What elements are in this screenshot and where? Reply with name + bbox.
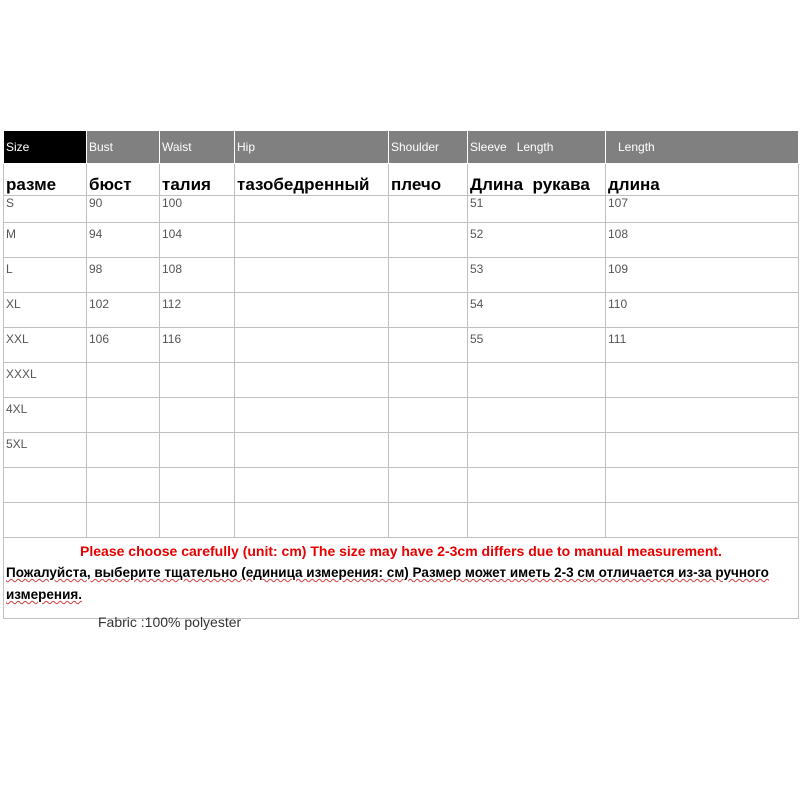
measurement-cell: 52 (468, 223, 606, 258)
fabric-info: Fabric :100% polyester (98, 614, 242, 630)
measurement-cell: 104 (160, 223, 235, 258)
header-cell: Sleeve Length (468, 131, 606, 164)
header-cell: Length (606, 131, 799, 164)
size-row (4, 433, 799, 468)
measurement-cell: 107 (606, 196, 799, 223)
measurement-cell (160, 468, 235, 503)
measurement-cell (235, 293, 389, 328)
measurement-cell: 108 (160, 258, 235, 293)
size-cell: XL (4, 293, 87, 328)
measurement-cell: 55 (468, 328, 606, 363)
measurement-cell (160, 363, 235, 398)
russian-header-cell: талия (160, 164, 235, 196)
size-cell: 4XL (4, 398, 87, 433)
size-cell: XXL (4, 328, 87, 363)
measurement-cell (389, 363, 468, 398)
size-row (4, 398, 799, 433)
measurement-cell: 109 (606, 258, 799, 293)
size-row (4, 223, 799, 258)
measurement-cell: 110 (606, 293, 799, 328)
measurement-cell (235, 363, 389, 398)
measurement-cell (468, 468, 606, 503)
measurement-cell (606, 398, 799, 433)
russian-header-cell: Длина рукава (468, 164, 606, 196)
russian-header-cell: разме (4, 164, 87, 196)
measurement-cell: 98 (87, 258, 160, 293)
measurement-cell (468, 433, 606, 468)
measurement-cell (468, 503, 606, 538)
size-chart-table (3, 130, 799, 619)
header-cell: Size (4, 131, 87, 164)
measurement-cell: 108 (606, 223, 799, 258)
note-russian-wrap (6, 562, 796, 606)
header-cell: Bust (87, 131, 160, 164)
measurement-cell: 112 (160, 293, 235, 328)
measurement-cell (160, 503, 235, 538)
measurement-cell (389, 196, 468, 223)
size-cell: 5XL (4, 433, 87, 468)
measurement-cell (606, 503, 799, 538)
size-row (4, 328, 799, 363)
size-cell: L (4, 258, 87, 293)
measurement-cell: 100 (160, 196, 235, 223)
measurement-cell (606, 433, 799, 468)
header-cell: Shoulder (389, 131, 468, 164)
measurement-cell (235, 468, 389, 503)
note-english: Please choose carefully (unit: cm) The size may have 2-3cm differs due to manual measurement. (80, 543, 722, 559)
size-row (4, 468, 799, 503)
measurement-cell (235, 398, 389, 433)
header-cell: Waist (160, 131, 235, 164)
measurement-cell (87, 503, 160, 538)
note-russian: Пожалуйста, выберите тщательно (единица измерения: см) Размер может иметь 2-3 см отличается из-за ручного измерения. (6, 565, 769, 602)
measurement-cell (389, 293, 468, 328)
size-row (4, 258, 799, 293)
size-row (4, 503, 799, 538)
measurement-cell (468, 363, 606, 398)
size-row (4, 293, 799, 328)
size-cell: M (4, 223, 87, 258)
measurement-cell: 94 (87, 223, 160, 258)
measurement-cell (87, 398, 160, 433)
russian-header-cell: плечо (389, 164, 468, 196)
measurement-cell (87, 433, 160, 468)
measurement-cell (235, 258, 389, 293)
measurement-cell (389, 468, 468, 503)
size-cell (4, 503, 87, 538)
header-cell: Hip (235, 131, 389, 164)
measurement-cell: 102 (87, 293, 160, 328)
size-row (4, 196, 799, 223)
russian-header-cell: бюст (87, 164, 160, 196)
measurement-cell (389, 258, 468, 293)
measurement-cell (606, 363, 799, 398)
measurement-cell (235, 328, 389, 363)
measurement-cell: 90 (87, 196, 160, 223)
note-row (4, 538, 799, 619)
measurement-cell: 54 (468, 293, 606, 328)
measurement-cell (235, 223, 389, 258)
measurement-cell (160, 398, 235, 433)
russian-header-row (4, 164, 799, 196)
size-cell (4, 468, 87, 503)
size-cell: XXXL (4, 363, 87, 398)
russian-header-cell: тазобедренный (235, 164, 389, 196)
size-row (4, 363, 799, 398)
measurement-cell (389, 503, 468, 538)
measurement-cell (87, 468, 160, 503)
measurement-cell: 111 (606, 328, 799, 363)
measurement-cell (389, 223, 468, 258)
note-cell (4, 538, 799, 619)
measurement-cell (235, 503, 389, 538)
header-row (4, 131, 799, 164)
measurement-cell (235, 196, 389, 223)
measurement-cell (87, 363, 160, 398)
russian-header-cell: длина (606, 164, 799, 196)
measurement-cell (389, 398, 468, 433)
measurement-cell: 53 (468, 258, 606, 293)
size-cell: S (4, 196, 87, 223)
measurement-cell: 51 (468, 196, 606, 223)
measurement-cell (389, 433, 468, 468)
measurement-cell (606, 468, 799, 503)
measurement-cell: 116 (160, 328, 235, 363)
measurement-cell (468, 398, 606, 433)
measurement-cell: 106 (87, 328, 160, 363)
measurement-cell (389, 328, 468, 363)
measurement-cell (160, 433, 235, 468)
measurement-cell (235, 433, 389, 468)
